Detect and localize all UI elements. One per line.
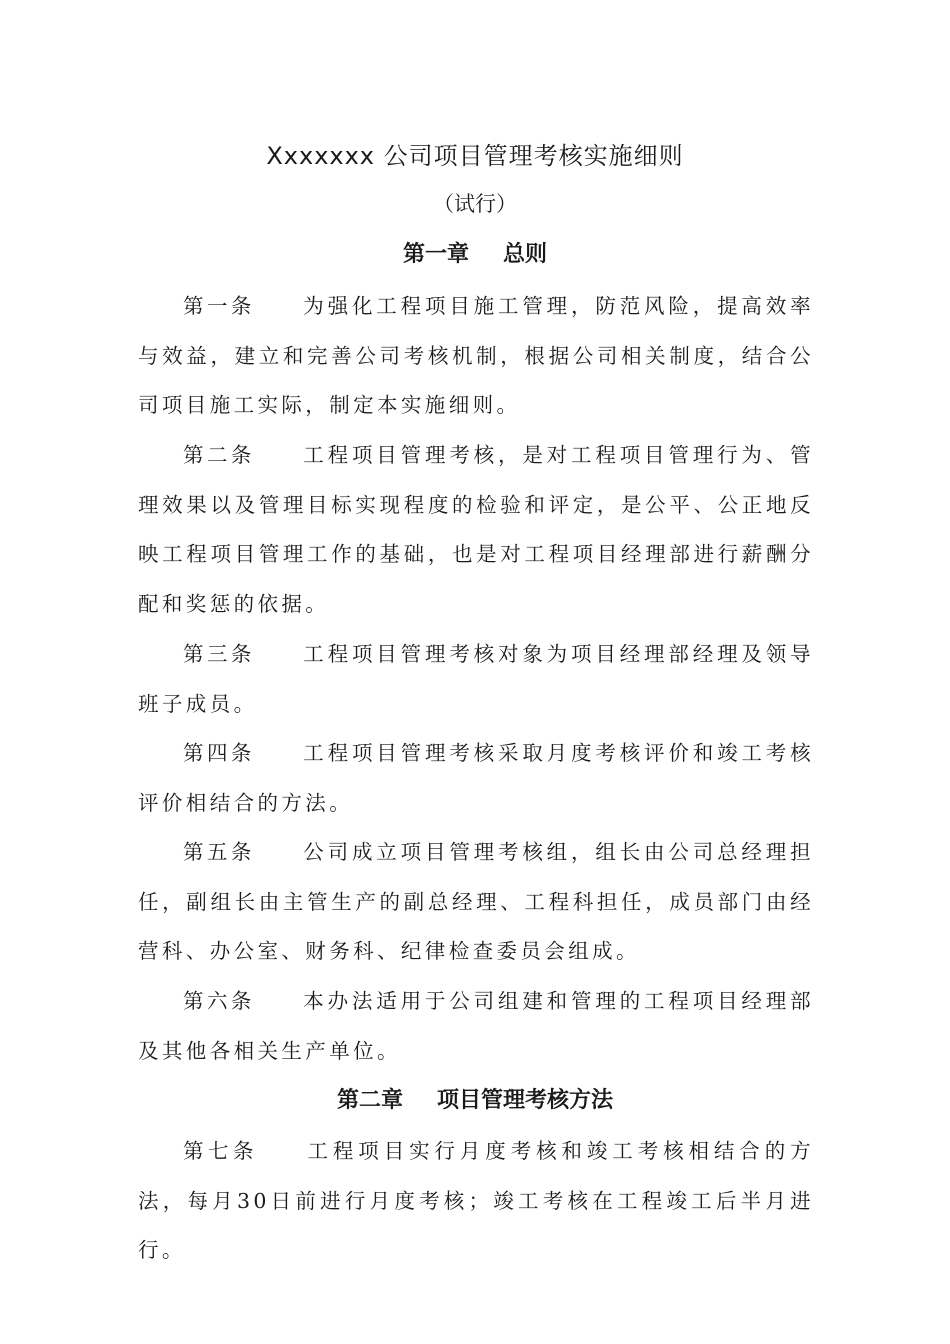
document-title: Xxxxxxx 公司项目管理考核实施细则 xyxy=(266,142,684,170)
document-subtitle: （试行） xyxy=(433,192,517,216)
article-text: 本办法适用于公司组建和管理的工程项目经理部及其他各相关生产单位。 xyxy=(138,989,814,1063)
article-paragraph xyxy=(138,431,814,629)
article-paragraph xyxy=(138,828,814,977)
article-paragraph xyxy=(138,630,814,729)
article-text: 工程项目管理考核对象为项目经理部经理及领导班子成员。 xyxy=(138,642,814,716)
article-number: 第一条 xyxy=(183,294,255,318)
chapter-name: 项目管理考核方法 xyxy=(437,1088,614,1113)
article-number: 第二条 xyxy=(183,443,255,467)
article-paragraph xyxy=(138,977,814,1076)
article-text: 工程项目管理考核采取月度考核评价和竣工考核评价相结合的方法。 xyxy=(138,741,814,815)
article-text: 工程项目管理考核，是对工程项目管理行为、管理效果以及管理目标实现程度的检验和评定，是公平、公正地反映工程项目管理工作的基础，也是对工程项目经理部进行薪酬分配和奖惩的依据。 xyxy=(138,443,814,616)
article-paragraph xyxy=(138,1127,814,1276)
chapter-name: 总则 xyxy=(503,242,548,267)
article-number: 第四条 xyxy=(183,741,255,765)
article-number: 第六条 xyxy=(183,989,255,1013)
chapter-heading xyxy=(0,240,950,270)
article-number: 第七条 xyxy=(183,1139,258,1163)
chapter-label: 第一章 xyxy=(402,242,469,267)
article-text: 工程项目实行月度考核和竣工考核相结合的方法，每月30日前进行月度考核；竣工考核在工程竣工后半月进行。 xyxy=(138,1139,814,1262)
chapter-label: 第二章 xyxy=(336,1088,403,1113)
article-text: 为强化工程项目施工管理，防范风险，提高效率与效益，建立和完善公司考核机制，根据公司相关制度，结合公司项目施工实际，制定本实施细则。 xyxy=(138,294,814,417)
article-text: 公司成立项目管理考核组，组长由公司总经理担任，副组长由主管生产的副总经理、工程科担任，成员部门由经营科、办公室、财务科、纪律检查委员会组成。 xyxy=(138,840,814,963)
article-paragraph xyxy=(138,729,814,828)
article-number: 第五条 xyxy=(183,840,255,864)
chapter-heading xyxy=(0,1086,950,1116)
article-paragraph xyxy=(138,282,814,431)
article-number: 第三条 xyxy=(183,642,255,666)
